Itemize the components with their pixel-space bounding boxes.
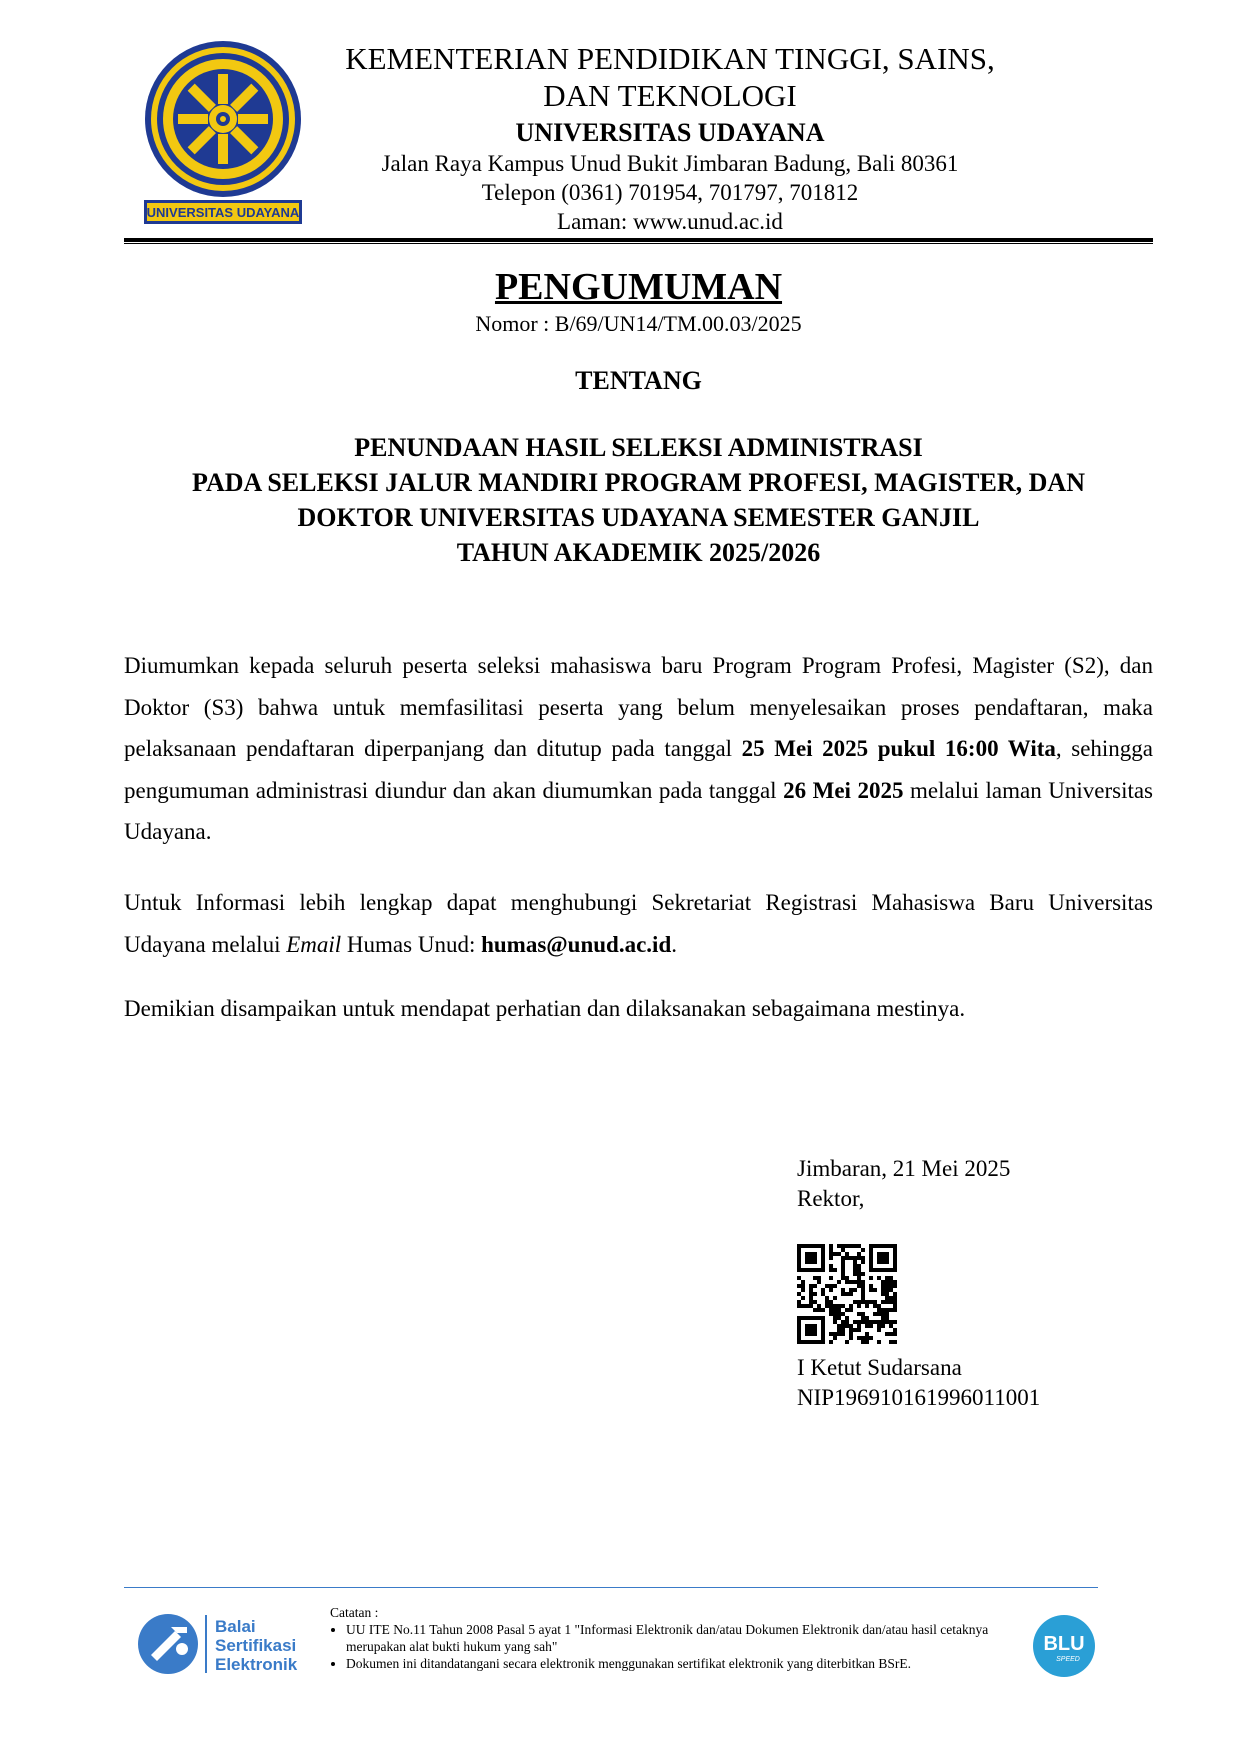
document-title: PENGUMUMAN <box>494 266 783 308</box>
bsre-text-line-3: Elektronik <box>215 1655 298 1674</box>
paragraph-text: Diumumkan kepada seluruh peserta seleksi mahasiswa baru Program Program Profesi, Magister (S2), dan Doktor (S3) bahwa untuk memfasilitasi peserta yang belum menyelesaikan proses pendaftaran, maka pelaksanaan pendaftaran diperpanjang dan ditutup pada tanggal <box>124 653 1153 761</box>
paragraph-text: , sehingga pengumuman administrasi diundur dan akan diumumkan pada tanggal <box>124 736 1154 803</box>
bsre-logo <box>135 1611 315 1677</box>
signature-place-date: Jimbaran, 21 Mei 2025 <box>797 1156 1011 1181</box>
subject-line: DOKTOR UNIVERSITAS UDAYANA SEMESTER GANJIL <box>297 503 980 532</box>
blu-speed-logo <box>1032 1614 1096 1678</box>
paragraph-text: Untuk Informasi lebih lengkap dapat menghubungi Sekretariat Registrasi Mahasiswa Baru Universitas Udayana melalui <box>124 890 1153 957</box>
document-subject <box>124 430 1153 570</box>
subject-line: PENUNDAAN HASIL SELEKSI ADMINISTRASI <box>354 433 923 462</box>
signature-qr-code <box>797 1244 897 1344</box>
bsre-text-line-1: Balai <box>215 1617 256 1636</box>
body-paragraph-2 <box>124 882 1153 965</box>
document-about-heading: TENTANG <box>575 366 702 395</box>
ministry-line-2: DAN TEKNOLOGI <box>543 78 797 113</box>
letterhead-phone: Telepon (0361) 701954, 701797, 701812 <box>481 180 859 205</box>
letterhead-address: Jalan Raya Kampus Unud Bukit Jimbaran Badung, Bali 80361 <box>381 151 959 176</box>
paragraph-text: . <box>671 931 677 957</box>
signatory-name: I Ketut Sudarsana <box>797 1355 962 1380</box>
subject-line: PADA SELEKSI JALUR MANDIRI PROGRAM PROFESI, MAGISTER, DAN <box>192 468 1085 497</box>
footer-note: • UU ITE No.11 Tahun 2008 Pasal 5 ayat 1 "Informasi Elektronik dan/atau Dokumen Elektronik dan/atau hasil cetaknya merupakan alat bukti hukum yang sah" <box>346 1621 1030 1655</box>
logo-banner-text: UNIVERSITAS UDAYANA <box>146 205 300 220</box>
blu-text: BLU <box>1043 1633 1085 1655</box>
footer-note: • Dokumen ini ditandatangani secara elektronik menggunakan sertifikat elektronik yang diterbitkan BSrE. <box>346 1655 1030 1672</box>
footer-divider <box>124 1587 1098 1588</box>
paragraph-text: Humas Unud: <box>341 931 482 957</box>
university-seal-logo <box>142 40 304 226</box>
letterhead-university: UNIVERSITAS UDAYANA <box>515 118 825 147</box>
footer-notes <box>330 1604 1030 1672</box>
signature-title: Rektor, <box>797 1186 865 1211</box>
letterhead-ministry <box>340 40 1000 114</box>
contact-email: humas@unud.ac.id <box>481 931 672 957</box>
letterhead-divider <box>124 238 1153 244</box>
document-number: Nomor : B/69/UN14/TM.00.03/2025 <box>475 311 802 336</box>
announcement-date: 26 Mei 2025 <box>783 777 904 803</box>
bsre-text-line-2: Sertifikasi <box>215 1636 297 1655</box>
blu-subtext: SPEED <box>1056 1656 1080 1663</box>
ministry-line-1: KEMENTERIAN PENDIDIKAN TINGGI, SAINS, <box>345 41 995 76</box>
signatory-nip: NIP196910161996011001 <box>797 1385 1041 1410</box>
registration-deadline: 25 Mei 2025 pukul 16:00 Wita <box>741 736 1056 761</box>
body-paragraph-3: Demikian disampaikan untuk mendapat perhatian dan dilaksanakan sebagaimana mestinya. <box>124 996 966 1021</box>
email-term: Email <box>286 931 342 957</box>
subject-line: TAHUN AKADEMIK 2025/2026 <box>456 538 821 567</box>
letterhead-website: Laman: www.unud.ac.id <box>557 209 783 234</box>
body-paragraph-1 <box>124 645 1153 853</box>
paragraph-text: melalui laman Universitas Udayana. <box>124 777 1154 844</box>
footer-notes-label: Catatan : <box>330 1605 379 1620</box>
